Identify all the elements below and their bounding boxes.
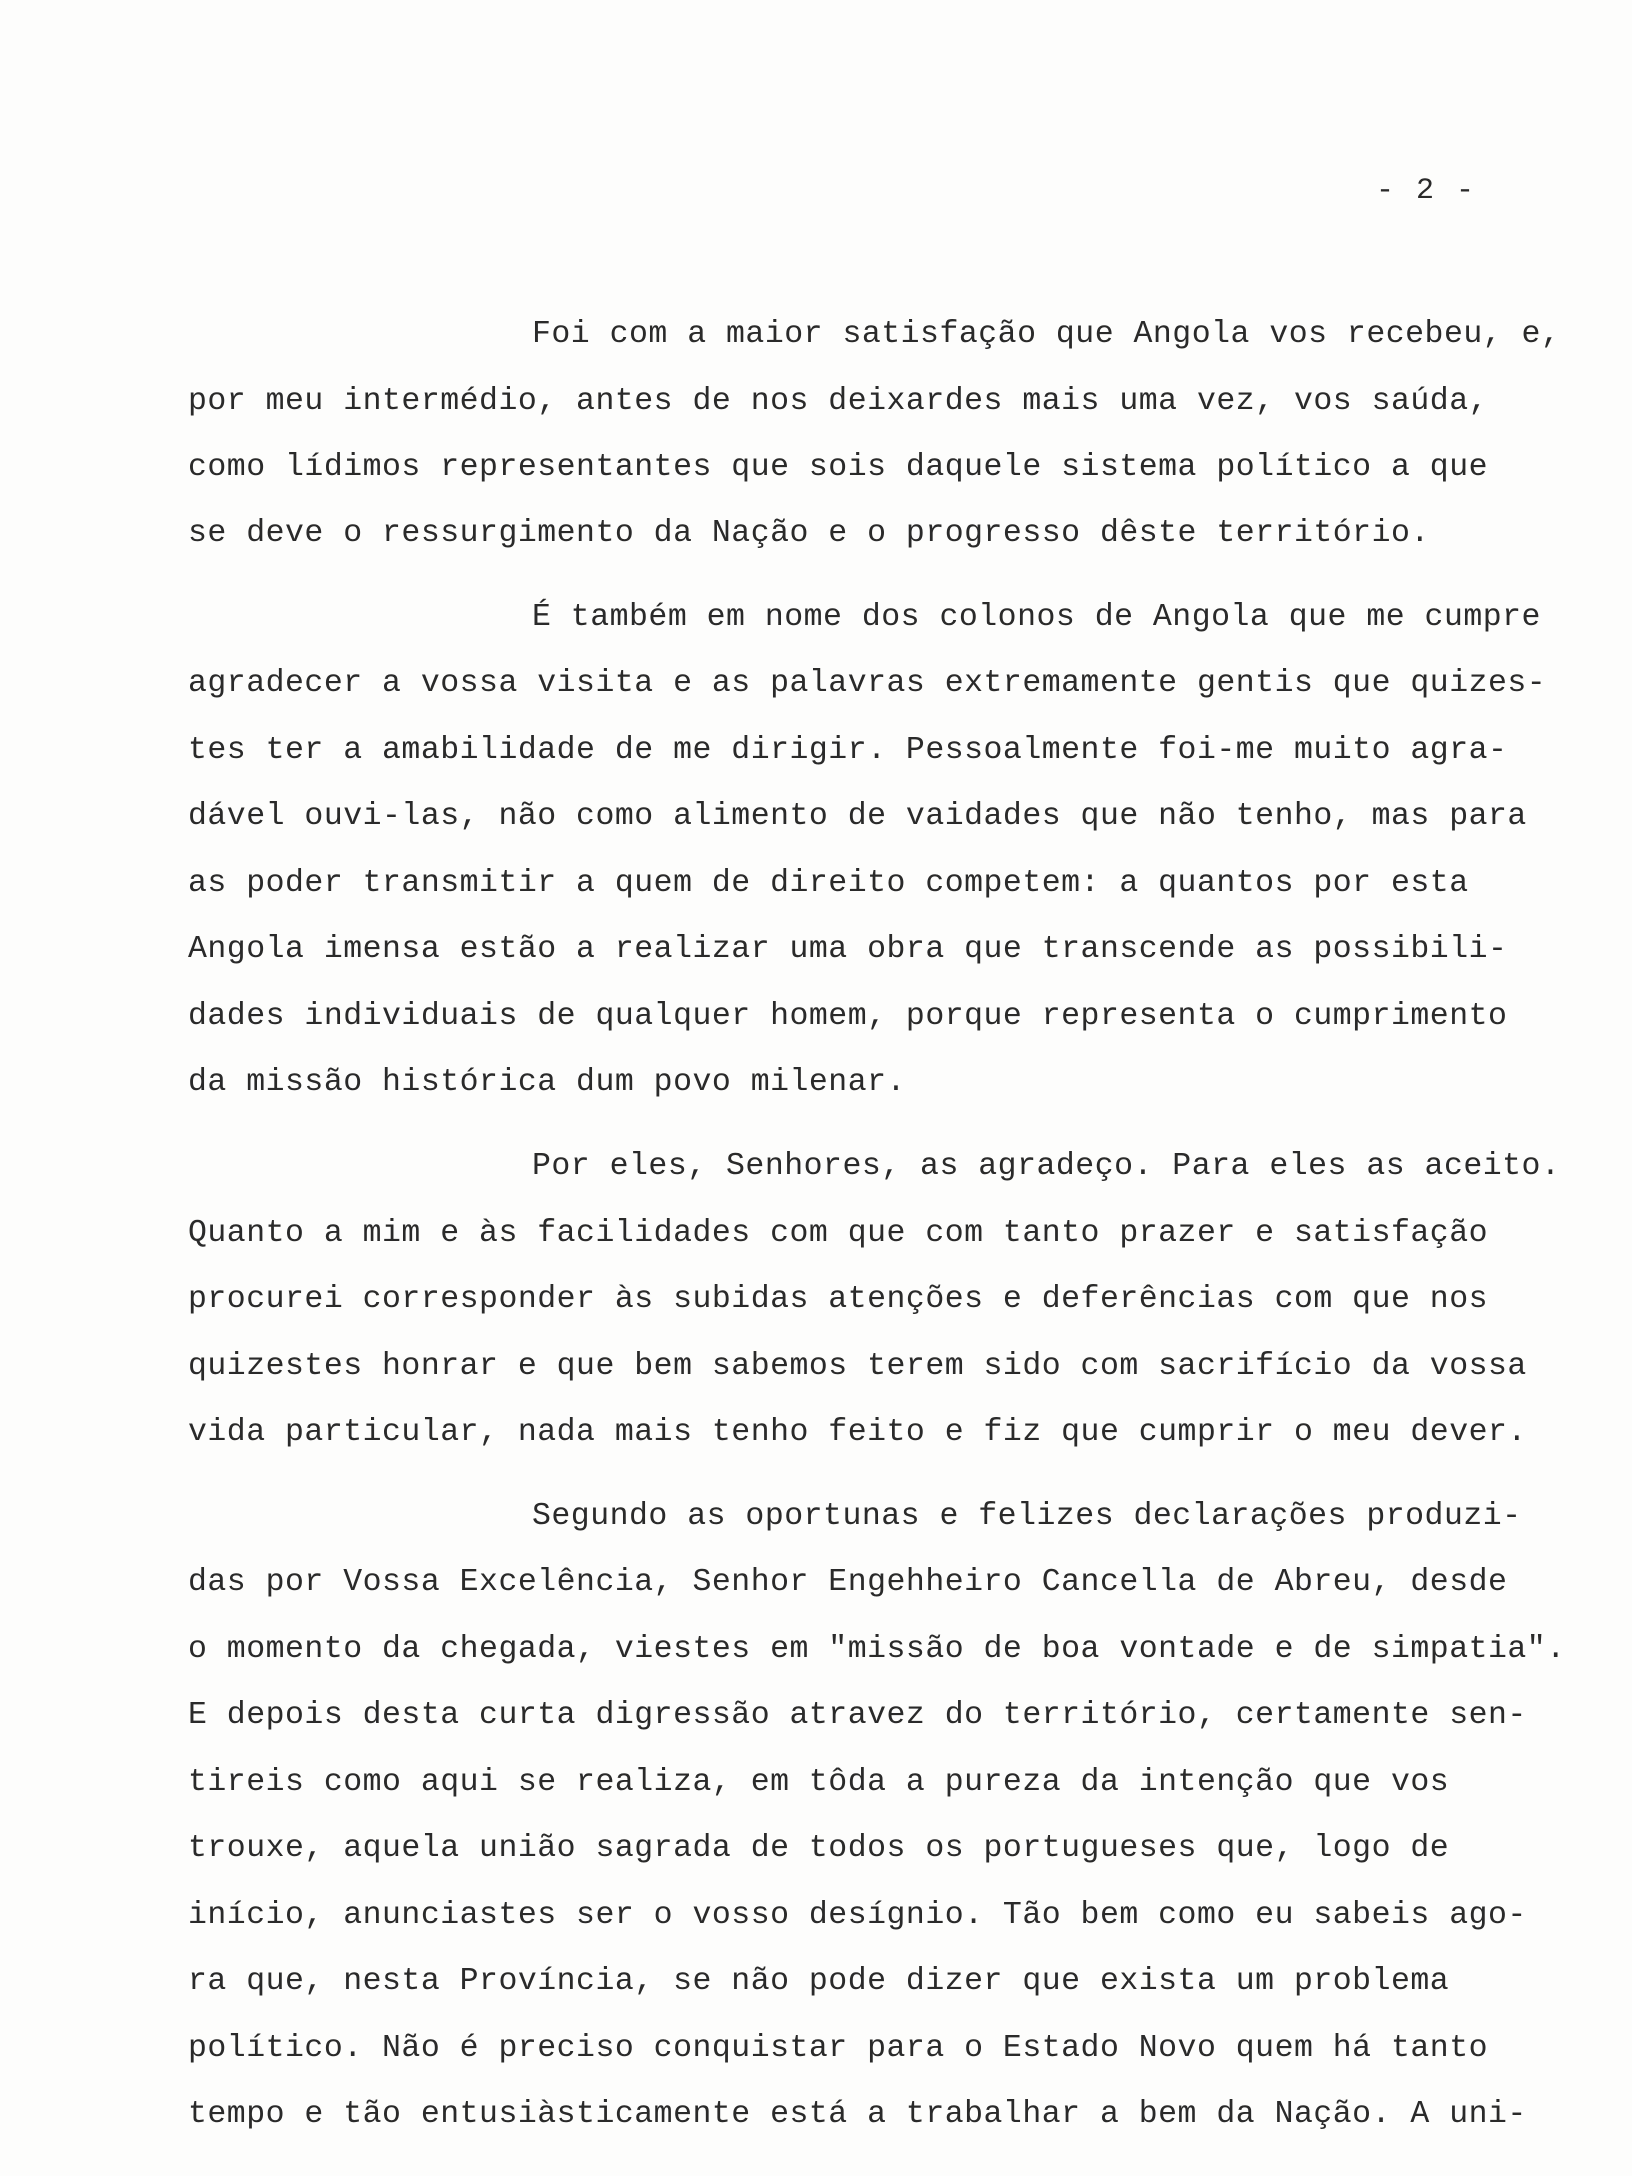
text-line: tes ter a amabilidade de me dirigir. Pessoalmente foi-me muito agra- [188, 733, 1508, 768]
text-line: E depois desta curta digressão atravez do território, certamente sen- [188, 1698, 1527, 1733]
text-line: Quanto a mim e às facilidades com que com tanto prazer e satisfação [188, 1216, 1489, 1251]
text-line: Segundo as oportunas e felizes declarações produzi- [532, 1499, 1522, 1534]
text-line: por meu intermédio, antes de nos deixardes mais uma vez, vos saúda, [188, 384, 1489, 419]
text-line: agradecer a vossa visita e as palavras extremamente gentis que quizes- [188, 666, 1547, 701]
text-line: das por Vossa Excelência, Senhor Engehheiro Cancella de Abreu, desde [188, 1565, 1508, 1600]
text-line: Foi com a maior satisfação que Angola vos recebeu, e, [532, 317, 1561, 352]
text-line: da missão histórica dum povo milenar. [188, 1065, 906, 1100]
text-line: trouxe, aquela união sagrada de todos os portugueses que, logo de [188, 1831, 1450, 1866]
text-line: É também em nome dos colonos de Angola que me cumpre [532, 600, 1541, 635]
text-line: Por eles, Senhores, as agradeço. Para eles as aceito. [532, 1149, 1561, 1184]
text-line: procurei corresponder às subidas atenções e deferências com que nos [188, 1282, 1489, 1317]
text-line: vida particular, nada mais tenho feito e fiz que cumprir o meu dever. [188, 1415, 1527, 1450]
text-line: o momento da chegada, viestes em "missão de boa vontade e de simpatia". [188, 1632, 1566, 1667]
text-line: início, anunciastes ser o vosso desígnio. Tão bem como eu sabeis ago- [188, 1898, 1527, 1933]
text-line: dades individuais de qualquer homem, porque representa o cumprimento [188, 999, 1508, 1034]
text-line: Angola imensa estão a realizar uma obra que transcende as possibili- [188, 932, 1508, 967]
text-line: tempo e tão entusiàsticamente está a trabalhar a bem da Nação. A uni- [188, 2097, 1527, 2132]
text-line: político. Não é preciso conquistar para o Estado Novo quem há tanto [188, 2031, 1489, 2066]
text-line: como lídimos representantes que sois daquele sistema político a que [188, 450, 1489, 485]
text-line: se deve o ressurgimento da Nação e o progresso dêste território. [188, 516, 1430, 551]
text-line: as poder transmitir a quem de direito competem: a quantos por esta [188, 866, 1469, 901]
text-line: quizestes honrar e que bem sabemos terem sido com sacrifício da vossa [188, 1349, 1527, 1384]
text-line: tireis como aqui se realiza, em tôda a pureza da intenção que vos [188, 1765, 1450, 1800]
text-line: dável ouvi-las, não como alimento de vaidades que não tenho, mas para [188, 799, 1527, 834]
page-number: - 2 - [1376, 174, 1477, 208]
text-line: ra que, nesta Província, se não pode dizer que exista um problema [188, 1964, 1450, 1999]
